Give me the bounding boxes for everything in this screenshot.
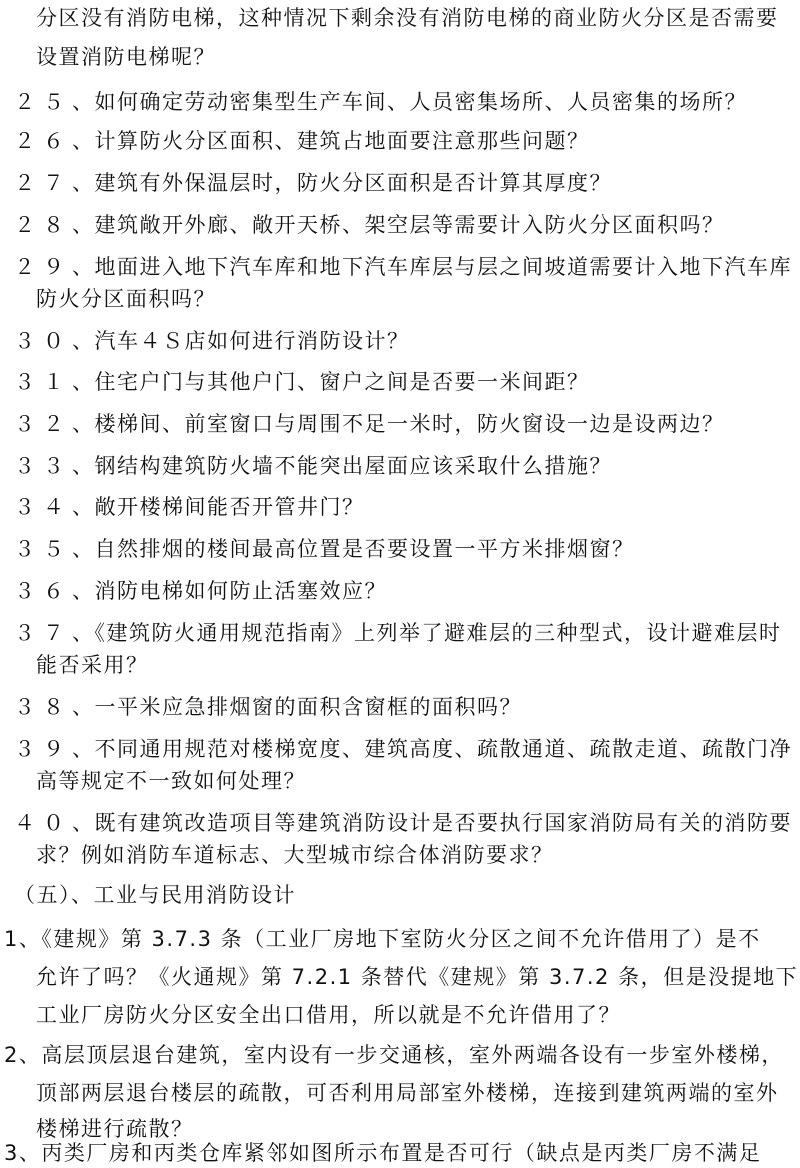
question-36 bbox=[14, 576, 387, 606]
question-text: 、不同通用规范对楼梯宽度、建筑高度、疏散通道、疏散走道、疏散门净 bbox=[72, 737, 792, 761]
text-line: 楼梯进行疏散？ bbox=[36, 1117, 194, 1141]
question-33 bbox=[14, 451, 612, 481]
text-line: 分区没有消防电梯，这种情况下剩余没有消防电梯的商业防火分区是否需要 bbox=[36, 6, 779, 30]
question-29 bbox=[14, 252, 792, 282]
question-27 bbox=[14, 168, 612, 198]
question-number: ２８ bbox=[14, 213, 72, 237]
question-40 bbox=[14, 808, 792, 838]
question-text: 、楼梯间、前室窗口与周围不足一米时，防火窗设一边是设两边？ bbox=[72, 412, 725, 436]
question-number: ３６ bbox=[14, 579, 72, 603]
question-34 bbox=[14, 492, 365, 522]
section-heading: （五）、工业与民用消防设计 bbox=[14, 883, 296, 907]
text-line: 工业厂房防火分区安全出口借用，所以就是不允许借用了？ bbox=[36, 1003, 621, 1027]
question-number: ３７ bbox=[14, 621, 72, 645]
text-line: 高等规定不一致如何处理？ bbox=[36, 769, 306, 793]
question-text: 、既有建筑改造项目等建筑消防设计是否要执行国家消防局有关的消防要 bbox=[72, 811, 792, 835]
question-28 bbox=[14, 210, 725, 240]
question-number: ４０ bbox=[14, 811, 72, 835]
text-line: 顶部两层退台楼层的疏散，可否利用局部室外楼梯，连接到建筑两端的室外 bbox=[36, 1081, 779, 1105]
list-item-2: 2、高层顶层退台建筑，室内设有一步交通核，室外两端各设有一步室外楼梯， bbox=[4, 1043, 784, 1067]
question-number: ３１ bbox=[14, 370, 72, 394]
question-text: 、汽车４Ｓ店如何进行消防设计？ bbox=[72, 329, 410, 353]
question-text: 、如何确定劳动密集型生产车间、人员密集场所、人员密集的场所？ bbox=[72, 90, 747, 114]
question-number: ３４ bbox=[14, 495, 72, 519]
question-31 bbox=[14, 367, 590, 397]
text-line: 设置消防电梯呢？ bbox=[36, 45, 216, 69]
text-line: 允许了吗？《火通规》第 7.2.1 条替代《建规》第 3.7.2 条，但是没提地下 bbox=[36, 965, 799, 989]
question-text: 、住宅户门与其他户门、窗户之间是否要一米间距？ bbox=[72, 370, 590, 394]
question-number: ３２ bbox=[14, 412, 72, 436]
text-line: 能否采用？ bbox=[36, 653, 149, 677]
question-38 bbox=[14, 692, 522, 722]
question-text: 、地面进入地下汽车库和地下汽车库层与层之间坡道需要计入地下汽车库 bbox=[72, 255, 792, 279]
list-item-1: 1、《建规》第 3.7.3 条（工业厂房地下室防火分区之间不允许借用了）是不 bbox=[4, 927, 761, 951]
question-number: ３９ bbox=[14, 737, 72, 761]
question-37 bbox=[14, 618, 782, 648]
question-text: 、《建筑防火通用规范指南》上列举了避难层的三种型式，设计避难层时 bbox=[72, 621, 782, 645]
question-text: 、消防电梯如何防止活塞效应？ bbox=[72, 579, 387, 603]
question-number: ２６ bbox=[14, 129, 72, 153]
question-number: ２７ bbox=[14, 171, 72, 195]
question-text: 、敞开楼梯间能否开管井门？ bbox=[72, 495, 365, 519]
question-text: 、一平米应急排烟窗的面积含窗框的面积吗？ bbox=[72, 695, 522, 719]
question-30 bbox=[14, 326, 410, 356]
question-35 bbox=[14, 534, 635, 564]
question-25 bbox=[14, 87, 747, 117]
question-number: ２９ bbox=[14, 255, 72, 279]
question-39 bbox=[14, 734, 792, 764]
question-number: ３５ bbox=[14, 537, 72, 561]
text-line: 防火分区面积吗？ bbox=[36, 287, 216, 311]
question-number: ３３ bbox=[14, 454, 72, 478]
question-text: 、计算防火分区面积、建筑占地面要注意那些问题？ bbox=[72, 129, 590, 153]
question-text: 、自然排烟的楼间最高位置是否要设置一平方米排烟窗？ bbox=[72, 537, 635, 561]
question-text: 、钢结构建筑防火墙不能突出屋面应该采取什么措施？ bbox=[72, 454, 612, 478]
question-number: ３８ bbox=[14, 695, 72, 719]
question-text: 、建筑有外保温层时，防火分区面积是否计算其厚度？ bbox=[72, 171, 612, 195]
list-item-3: 3、丙类厂房和丙类仓库紧邻如图所示布置是否可行（缺点是丙类厂房不满足 bbox=[4, 1141, 762, 1165]
text-line: 求？例如消防车道标志、大型城市综合体消防要求？ bbox=[36, 843, 554, 867]
question-number: ２５ bbox=[14, 90, 72, 114]
question-text: 、建筑敞开外廊、敞开天桥、架空层等需要计入防火分区面积吗？ bbox=[72, 213, 725, 237]
question-32 bbox=[14, 409, 725, 439]
question-number: ３０ bbox=[14, 329, 72, 353]
question-26 bbox=[14, 126, 590, 156]
